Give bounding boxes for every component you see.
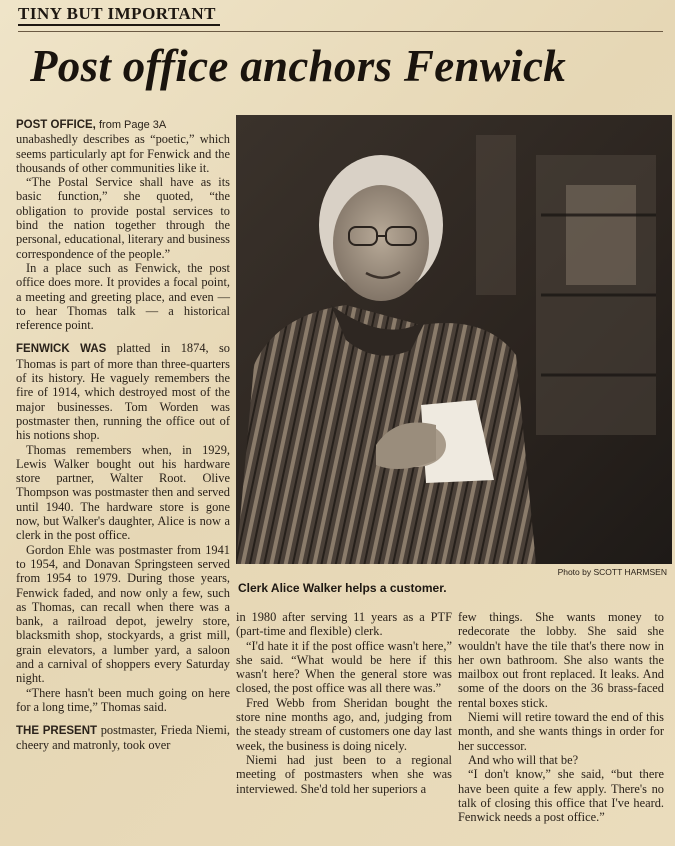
jump-line [16,117,230,132]
photo-caption: Clerk Alice Walker helps a customer. [238,581,447,595]
article-column-1 [16,117,230,753]
article-column-2 [236,610,452,796]
run-in-heading: THE PRESENT [16,725,98,738]
paragraph: “There hasn't been much going on here for a long time,” Thomas said. [16,685,230,714]
paragraph: And who will that be? [468,752,579,767]
paragraph: “I'd hate it if the post office wasn't here,” she said. “What would be here if this wasn't here? When the general store was closed, the post office was all there was.” [236,638,452,696]
paragraph: “I don't know,” she said, “but there have been quite a few apply. There's no talk of closing this office that I've heard. Fenwick needs a post office.” [458,767,664,825]
section-kicker: TINY BUT IMPORTANT [18,4,220,26]
article-column-3 [458,610,664,824]
paragraph: Fred Webb from Sheridan bought the store nine months ago, and, judging from the steady stream of customers one day last week, the business is doing nicely. [236,695,452,753]
news-photo [236,115,672,564]
paragraph-text: platted in 1874, so Thomas is part of more than three-quarters of its history. He vaguely remembers the fire of 1914, which destroyed most of the major businesses. Tom Worden was postmaster then, running the office out of his notions shop. [16,341,230,443]
photo-illustration [236,115,672,564]
paragraph: Niemi will retire toward the end of this month, and she wants things in order for her successor. [458,710,664,753]
paragraph: Gordon Ehle was postmaster from 1941 to 1954, and Donavan Springsteen served from 1954 to 1979. During those years, Fenwick faded, and now only a few, such as Thomas, can recall when there was a bank, a railroad depot, jewelry store, blacksmith shop, stockyards, a grist mill, grain elevators, a lumber yard, a saloon and a carnival of shoppers every Saturday night. [16,542,230,686]
paragraph: few things. She wants money to redecorate the lobby. She said she wouldn't have the tile that's there now in her own bathroom. She also wants the mailbox out front replaced. It leaks. And some of the doors on the 36 brass-faced rental boxes stick. [458,610,664,710]
photo-credit: Photo by SCOTT HARMSEN [557,567,667,577]
headline: Post office anchors Fenwick [30,41,567,91]
header-rule [18,31,663,32]
run-in-heading: FENWICK WAS [16,343,107,356]
jump-reference: from Page 3A [98,119,167,131]
paragraph: “The Postal Service shall have as its basic function,” she quoted, “the obligation to provide postal services to bind the nation together through the personal, educational, literary and business correspondence of the people.” [16,175,230,261]
jump-label: POST OFFICE, [16,119,96,131]
paragraph: Niemi had just been to a regional meeting of postmasters when she was interviewed. She'd told her superiors a [236,752,452,796]
paragraph: unabashedly describes as “poetic,” which seems particularly apt for Fenwick and the thousands of other communities like it. [16,132,230,175]
paragraph: in 1980 after serving 11 years as a PTF (part-time and flexible) clerk. [236,610,452,639]
section-paragraph [16,341,230,442]
paragraph: In a place such as Fenwick, the post office does more. It provides a focal point, a meeting and greeting place, and even — to hear Thomas talk — a historical reference point. [16,260,230,333]
section-paragraph [16,723,230,753]
paragraph: Thomas remembers when, in 1929, Lewis Walker bought out his hardware store partner, Walter Root. Olive Thompson was postmaster then and served until 1940. The hardware store is gone now, but Walker's daughter, Alice is now a clerk in the post office. [16,442,230,543]
paragraph-text: postmaster, Frieda Niemi, cheery and matronly, took over [16,723,230,753]
